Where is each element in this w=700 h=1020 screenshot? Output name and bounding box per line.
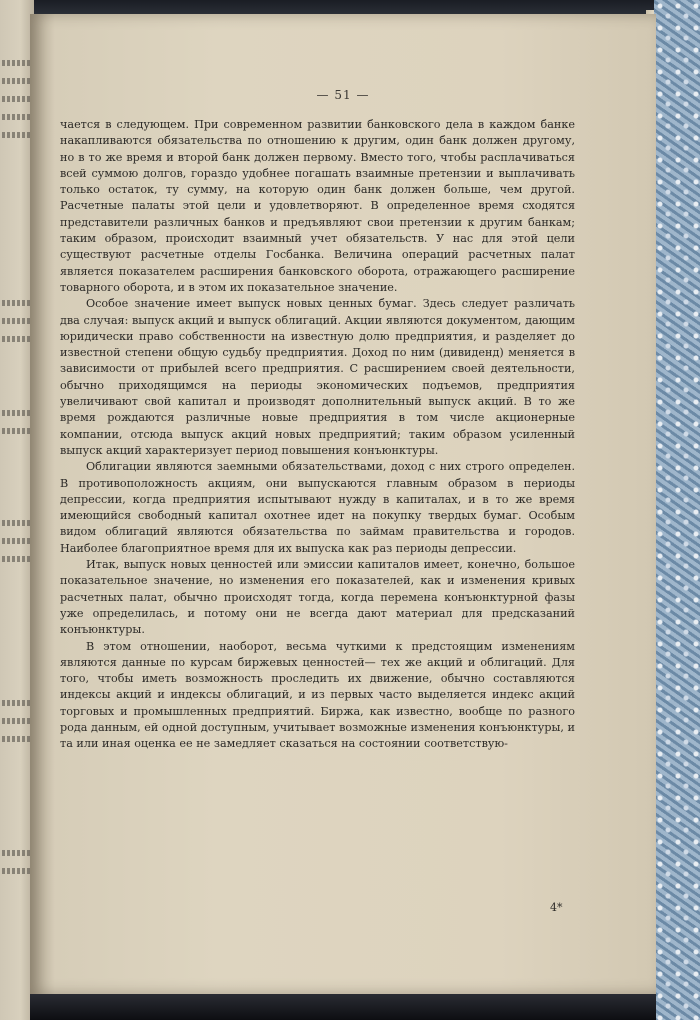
page-text: [60, 117, 575, 753]
facing-page-edge: [0, 0, 34, 1020]
paragraph: чается в следующем. При современном развитии банковского дела в каждом банке накапливаются обязательства по отношению к другим, один банк должен другому, но в то же время и второй банк должен первому. Вместо того, чтобы расплачиваться всей суммою долгов, гораздо удобнее погашать взаимные претензии и выплачивать только остаток, ту сумму, на которую один банк должен больше, чем другой. Расчетные палаты этой цели и удовлетворяют. В определенное время сходятся представители различных банков и предъявляют свои претензии к другим банкам; таким образом, происходит взаимный учет обязательств. У нас для этой цели существуют расчетные отделы Госбанка. Величина операций расчетных палат является показателем расширения банковского оборота, отражающего расширение товарного оборота, и в этом их показательное значение.: [60, 118, 575, 294]
paragraph: Итак, выпуск новых ценностей или эмиссии капиталов имеет, конечно, большое показательное значение, но изменения его показателей, как и изменения кривых расчетных палат, обычно происходят тогда, когда перемена конъюнктурной фазы уже определилась, и потому они не всегда дают материал для предсказаний конъюнктуры.: [60, 558, 575, 637]
paragraph: В этом отношении, наоборот, весьма чуткими к предстоящим изменениям являются данные по курсам биржевых ценностей— тех же акций и облигаций. Для того, чтобы иметь возможность проследить их движение, обычно составляются индексы акций и индексы облигаций, и из первых часто выделяется индекс акций торговых и промышленных предприятий. Биржа, как известно, вообще по разного рода данным, ей одной доступным, учитывает возможные изменения конъюнктуры, и та или иная оценка ее не замедляет сказаться на состоянии соответствую-: [60, 639, 575, 751]
book-cover: [654, 0, 700, 1020]
page-number: — 51 —: [316, 88, 370, 102]
paragraph: Облигации являются заемными обязательствами, доход с них строго определен. В противоположность акциям, они выпускаются главным образом в периоды депрессии, когда предприятия испытывают нужду в капиталах, и в то же время имеющийся свободный капитал охотнее идет на покупку твердых бумаг. Особым видом облигаций являются обязательства по займам правительства и городов. Наиболее благоприятное время для их выпуска как раз периоды депрессии.: [60, 460, 575, 555]
book-page: [30, 14, 656, 994]
printer-signature-mark: 4*: [550, 901, 563, 914]
background-bottom: [30, 994, 656, 1020]
paragraph: Особое значение имеет выпуск новых ценных бумаг. Здесь следует различать два случая: выпуск акций и выпуск облигаций. Акции являются документом, дающим юридически право собственности на известную долю предприятия, и разделяет до известной степени общую судьбу предприятия. Доход по ним (дивиденд) меняется в зависимости от прибылей всего предприятия. С расширением своей деятельности, обычно приходящимся на периоды экономических подъемов, предприятия увеличивают свой капитал и производят дополнительный выпуск акций. В то же время рождаются различные новые предприятия в том числе акционерные компании, отсюда выпуск акций новых предприятий; таким образом усиленный выпуск акций характеризует период повышения конъюнктуры.: [60, 297, 575, 457]
background-top: [0, 0, 700, 14]
